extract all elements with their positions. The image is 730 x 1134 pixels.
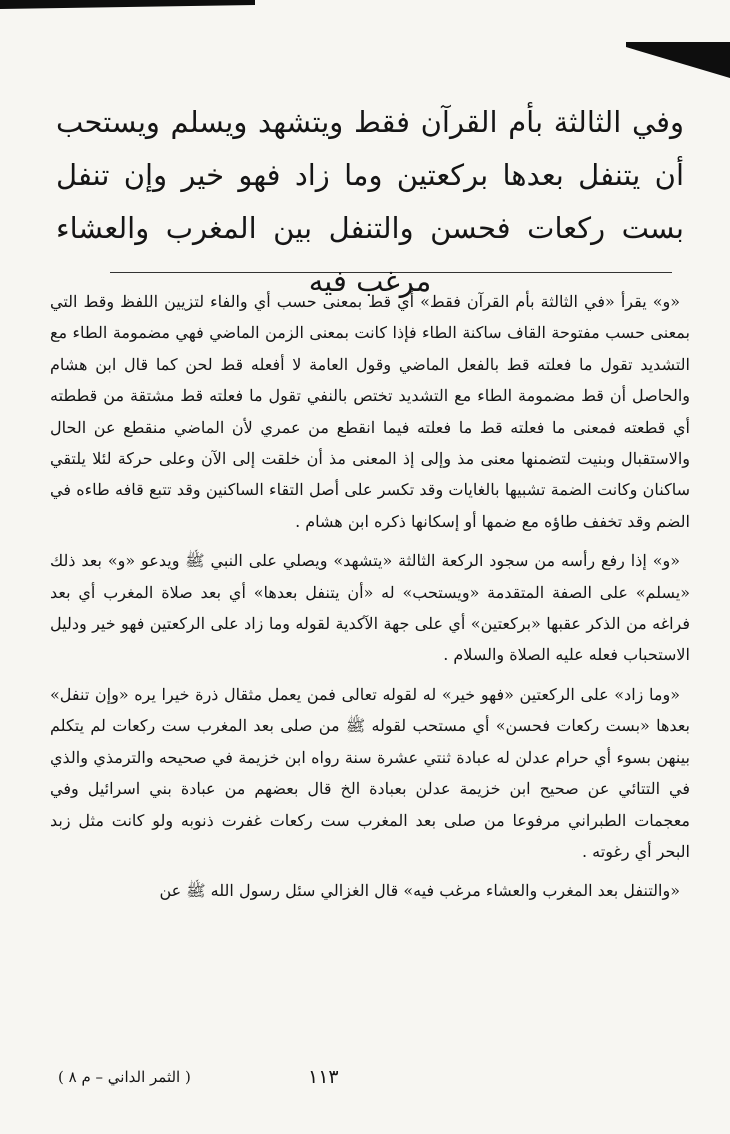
sharh-paragraph-1: «و» يقرأ «في الثالثة بأم القرآن فقط» أي قط بمعنى حسب أي والفاء لتزيين اللفظ وقط التي بمعنى حسب مفتوحة القاف ساكنة الطاء فإذا كانت بمعنى الزمن الماضي فهي مضمومة الطاء مع التشديد تقول ما فعلته قط بالفعل الماضي وقول العامة لا أفعله قط لحن كما قال ابن هشام والحاصل أن قط مضمومة الطاء مع التشديد تختص بالنفي تقول ما فعلته قط مشتقة من قططته أي قطعته فمعنى ما فعلته قط ما فعلته فيما انقطع من عمري لأن الماضي منقطع عن الحال والاستقبال وبنيت لتضمنها معنى مذ وإلى إذ المعنى مذ أن خلقت إلى الآن وعلى حركة لئلا يلتقي ساكنان وكانت الضمة تشبيها بالغايات وقد تكسر على أصل التقاء الساكنين وقد تتبع قافه طاءه في الضم وقد تخفف طاؤه مع ضمها أو إسكانها ذكره ابن هشام . [50,292,690,531]
sharh-paragraph-2: «و» إذا رفع رأسه من سجود الركعة الثالثة «يتشهد» ويصلي على النبي ﷺ ويدعو «و» بعد ذلك «يسلم» على الصفة المتقدمة «ويستحب» له «أن يتنفل بعدها» أي بعد صلاة المغرب أي بعد فراغه من الذكر عقبها «بركعتين» أي على جهة الآكدية لقوله وما زاد على الركعتين فهو خير ودليل الاستحباب فعله عليه الصلاة والسلام . [50,551,690,665]
scan-edge-shadow-right [626,42,730,78]
scan-edge-shadow-top [0,0,255,9]
sharh-commentary [50,286,690,907]
book-page [50,96,690,1096]
page-footer [50,1066,690,1092]
page-number: ١١٣ [308,1066,339,1088]
sharh-paragraph-4: «والتنفل بعد المغرب والعشاء مرغب فيه» قال الغزالي سئل رسول الله ﷺ عن [159,881,680,901]
matn-text: وفي الثالثة بأم القرآن فقط ويتشهد ويسلم ويستحب أن يتنفل بعدها بركعتين وما زاد فهو خير وإن تنفل بست ركعات فحسن والتنفل بين المغرب والعشاء مرغب فيه [56,105,684,298]
sharh-paragraph-3: «وما زاد» على الركعتين «فهو خير» له لقوله تعالى فمن يعمل مثقال ذرة خيرا يره «وإن تنفل» بعدها «بست ركعات فحسن» أي مستحب لقوله ﷺ من صلى بعد المغرب ست ركعات لم يتكلم بينهن بسوء أي حرام عدلن له عبادة ثنتي عشرة سنة رواه ابن خزيمة في صحيحه والترمذي والذي في التتائي عن صحيح ابن خزيمة عدلن بعبادة الخ قال بعضهم من عبادة بني اسرائيل وفي معجمات الطبراني مرفوعا من صلى بعد المغرب ست ركعات غفرت ذنوبه ولو كانت مثل زبد البحر أي رغوته . [50,684,691,861]
print-signature: ( الثمر الداني – م ٨ ) [58,1068,191,1086]
